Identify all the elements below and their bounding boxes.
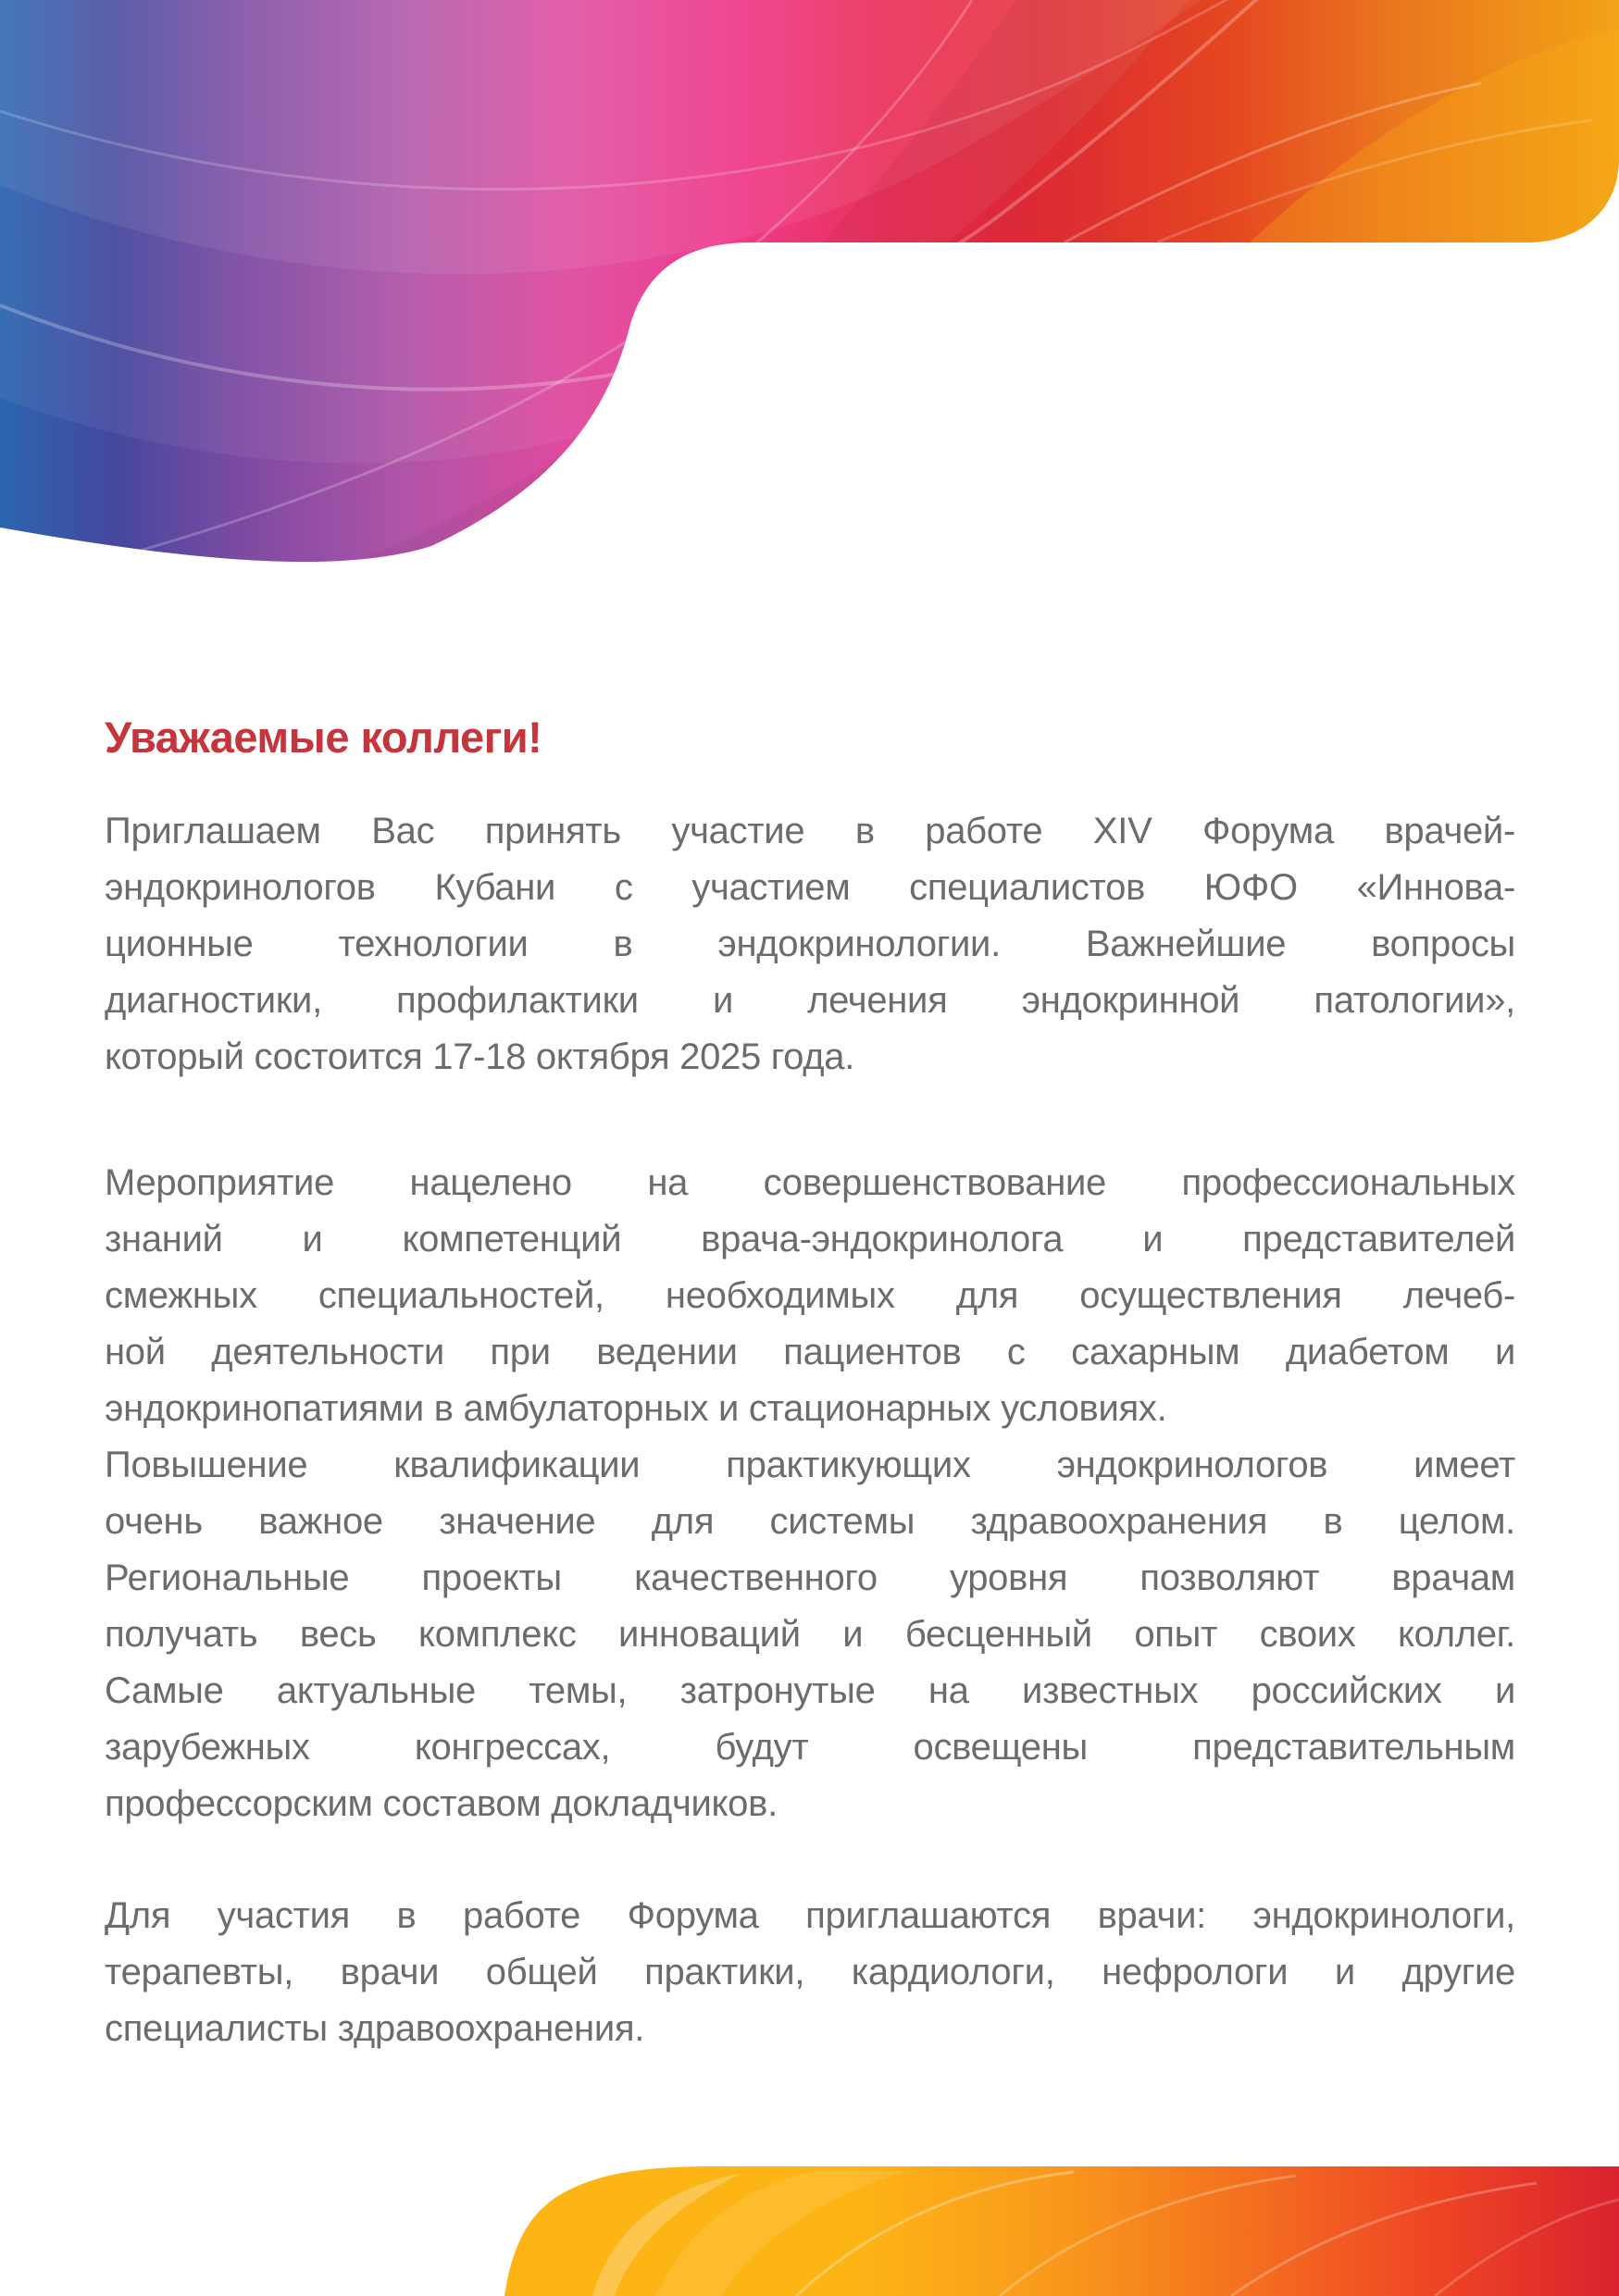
text-line: Повышение квалификации практикующих эндокринологов имеет <box>105 1445 1515 1485</box>
text-line: который состоится 17-18 октября 2025 года. <box>105 1036 855 1077</box>
paragraph-invited-doctors <box>105 1888 1515 2057</box>
header-banner-graphic <box>0 0 1619 574</box>
text-line: получать весь комплекс инноваций и бесценный опыт своих коллег. <box>105 1614 1515 1655</box>
text-line: Региональные проекты качественного уровня позволяют врачам <box>105 1558 1515 1598</box>
paragraph-qualification <box>105 1437 1515 1832</box>
text-line: терапевты, врачи общей практики, кардиологи, нефрологи и другие <box>105 1952 1515 1992</box>
text-line: Мероприятие нацелено на совершенствование профессиональных <box>105 1162 1515 1203</box>
paragraph-invitation <box>105 803 1515 1086</box>
text-line: смежных специальностей, необходимых для осуществления лечеб- <box>105 1275 1515 1316</box>
text-line: ной деятельности при ведении пациентов с сахарным диабетом и <box>105 1332 1515 1372</box>
text-line: Для участия в работе Форума приглашаются врачи: эндокринологи, <box>105 1895 1515 1936</box>
text-line: эндокринопатиями в амбулаторных и стационарных условиях. <box>105 1388 1167 1429</box>
greeting-heading: Уважаемые коллеги! <box>105 713 542 762</box>
text-line: специалисты здравоохранения. <box>105 2008 645 2049</box>
text-line: эндокринологов Кубани с участием специалистов ЮФО «Иннова- <box>105 867 1515 908</box>
text-line: Самые актуальные темы, затронутые на известных российских и <box>105 1670 1515 1711</box>
invitation-letter <box>105 711 1515 2057</box>
text-line: Приглашаем Вас принять участие в работе XIV Форума врачей- <box>105 811 1515 851</box>
footer-banner-graphic <box>0 2148 1619 2296</box>
text-line: ционные технологии в эндокринологии. Важнейшие вопросы <box>105 924 1515 964</box>
text-line: профессорским составом докладчиков. <box>105 1783 778 1824</box>
paragraph-event-goal <box>105 1155 1515 1437</box>
text-line: знаний и компетенций врача-эндокринолога и представителей <box>105 1219 1515 1260</box>
text-line: зарубежных конгрессах, будут освещены представительным <box>105 1727 1515 1768</box>
text-line: очень важное значение для системы здравоохранения в целом. <box>105 1501 1515 1542</box>
text-line: диагностики, профилактики и лечения эндокринной патологии», <box>105 980 1515 1021</box>
